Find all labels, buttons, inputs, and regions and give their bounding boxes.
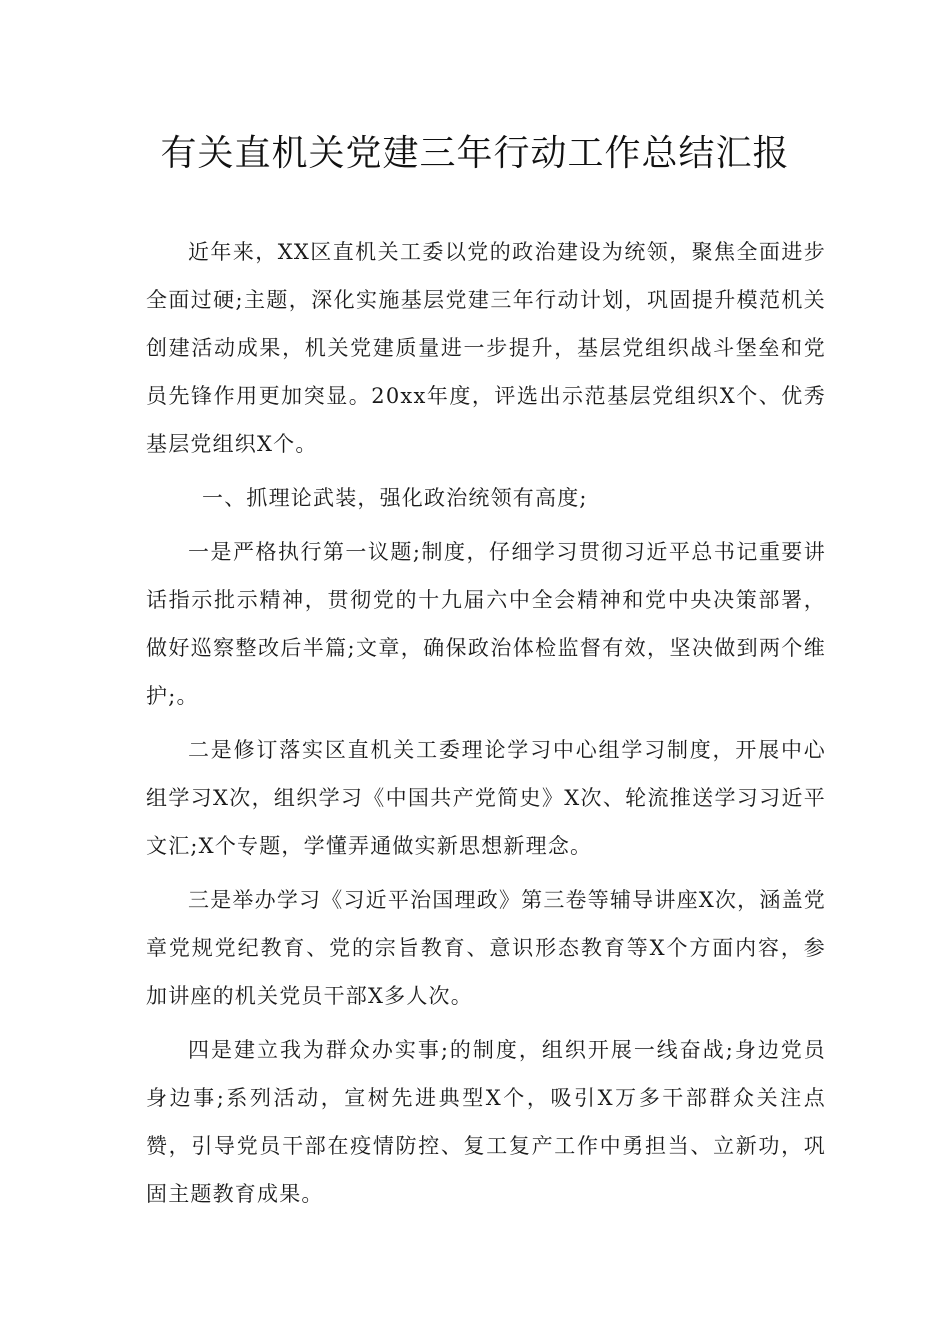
paragraph-item-2: 二是修订落实区直机关工委理论学习中心组学习制度，开展中心组学习X次，组织学习《中国共产党简史》X次、轮流推送学习习近平文汇;X个专题，学懂弄通做实新思想新理念。 — [146, 738, 826, 858]
section-heading: 一、抓理论武装，强化政治统领有高度; — [202, 486, 588, 510]
paragraph-item-4: 四是建立我为群众办实事;的制度，组织开展一线奋战;身边党员身边事;系列活动，宣树先进典型X个，吸引X万多干部群众关注点赞，引导党员干部在疫情防控、复工复产工作中勇担当、立新功，巩固主题教育成果。 — [146, 1038, 826, 1206]
paragraph-item-1: 一是严格执行第一议题;制度，仔细学习贯彻习近平总书记重要讲话指示批示精神，贯彻党的十九届六中全会精神和党中央决策部署，做好巡察整改后半篇;文章，确保政治体检监督有效，坚决做到两个维护;。 — [146, 540, 826, 708]
document-title: 有关直机关党建三年行动工作总结汇报 — [160, 133, 790, 174]
paragraph-intro: 近年来，XX区直机关工委以党的政治建设为统领，聚焦全面进步全面过硬;主题，深化实施基层党建三年行动计划，巩固提升模范机关创建活动成果，机关党建质量进一步提升，基层党组织战斗堡垒和党员先锋作用更加突显。20xx年度，评选出示范基层党组织X个、优秀基层党组织X个。 — [146, 240, 826, 456]
document-body — [146, 228, 826, 1224]
paragraph-item-3: 三是举办学习《习近平治国理政》第三卷等辅导讲座X次，涵盖党章党规党纪教育、党的宗旨教育、意识形态教育等X个方面内容，参加讲座的机关党员干部X多人次。 — [146, 888, 826, 1008]
